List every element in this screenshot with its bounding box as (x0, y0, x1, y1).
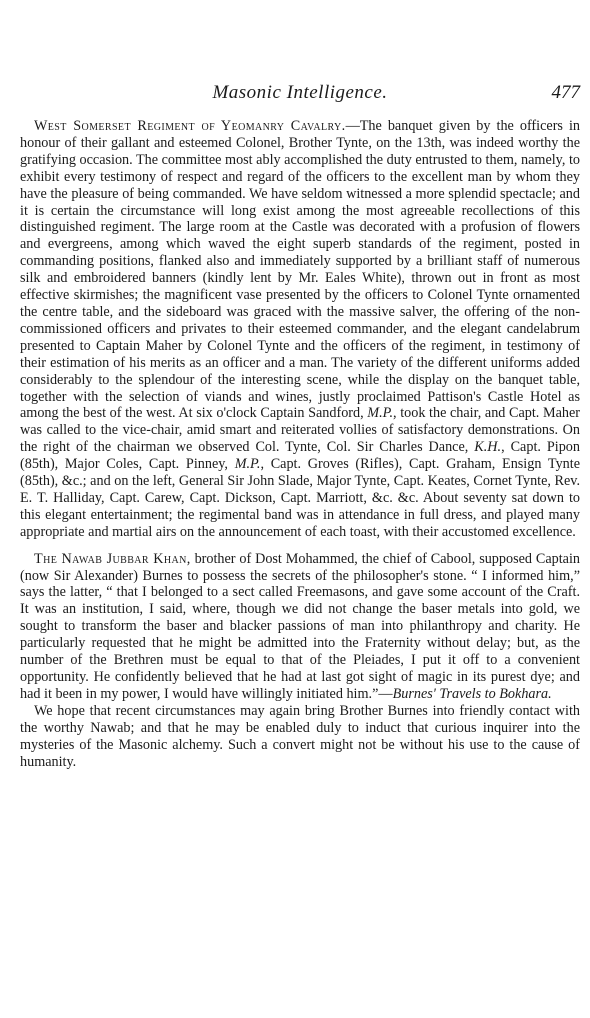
running-title: Masonic Intelligence. (212, 82, 388, 103)
article-yeomanry-banquet (20, 118, 580, 541)
postnominal: M.P. (234, 456, 261, 473)
article-heading: West Somerset Regiment of Yeomanry Cavalry. (34, 118, 346, 134)
body-text: , took the chair, and Capt. Maher was called to the vice-chair, amid smart and reiterated vollies of satisfactory demonstrations. On the right of the chairman we observed Col. Tynte, Col. Sir Charles Dance, (20, 405, 580, 456)
page (20, 82, 580, 770)
body-text: , Capt. Groves (Rifles), Capt. Graham, Ensign Tynte (85th), &c.; and on the left, General Sir John Slade, Major Tynte, Capt. Keates, Cornet Tynte, Rev. E. T. Halliday, Capt. Carew, Capt. Dickson, Capt. Marriott, &c. &c. About seventy sat down to this elegant entertainment; the regimental band was in attendance in full dress, and played many appropriate and martial airs on the announcement of each toast, with their accustomed excellence. (20, 456, 580, 540)
body-text: , Capt. Pipon (85th), Major Coles, Capt. Pinney, (20, 439, 580, 473)
article-heading: The Nawab Jubbar Khan, (34, 550, 191, 567)
body-text: —The banquet given by the officers in honour of their gallant and esteemed Colonel, Brother Tynte, on the 13th, was indeed worthy the gratifying occasion. The committee most ably accomplished the duty entrusted to them, namely, to exhibit every testimony of respect and regard of the officers to the excellent man by whom they have the pleasure of being commanded. We have seldom witnessed a more splendid spectacle; and it is certain the circumstance will long exist among the most agreeable recollections of this distinguished regiment. The large room at the Castle was decorated with a profusion of flowers and evergreens, among which waved the eight superb standards of the regiment, posted in commanding positions, flanked also and immediately supported by a brilliant staff of numerous silk and embroidered banners (kindly lent by Mr. Eales White), thrown out in front as most effective skirmishes; the magnificent vase presented by the officers to Colonel Tynte ornamented the centre table, and the sideboard was graced with the massive salver, the offering of the non-commissioned officers and privates to their esteemed commander, and the elegant candelabrum presented to Captain Maher by Colonel Tynte and the officers of the regiment, in testimony of their estimation of his merits as an officer and a man. The variety of the different uniforms added considerably to the splendour of the interesting scene, while the display on the banquet table, together with the selection of viands and wines, justly proclaimed Pattison's Castle Hotel as among the best of the west. At six o'clock Captain Sandford, (20, 118, 580, 422)
page-header (20, 82, 580, 110)
postnominal: K.H. (474, 439, 502, 456)
citation: Burnes' Travels to Bokhara. (392, 685, 552, 702)
article-nawab (20, 551, 580, 703)
postnominal: M.P. (367, 405, 394, 422)
article-closing: We hope that recent circumstances may again bring Brother Burnes into friendly contact with the worthy Nawab; and that he may be enabled duly to induct that curious inquirer into the mysteries of the Masonic alchemy. Such a convert might not be without his use to the cause of humanity. (20, 702, 580, 770)
body-text: brother of Dost Mohammed, the chief of Cabool, supposed Captain (now Sir Alexander) Burnes to possess the secrets of the philosopher's stone. “ I informed him,” says the latter, “ that I belonged to a sect called Freemasons, and gave some account of the Craft. It was an institution, I said, where, though we did not change the baser metals into gold, we sought to transform the baser and blacker passions of man into philanthropy and charity. He particularly requested that he might be admitted into the Fraternity without delay; but, as the number of the Brethren must be equal to that of the Pleiades, I put it off to a convenient opportunity. He confidently believed that he had at last got sight of magic in its purest dye; and had it been in my power, I would have willingly initiated him.”— (20, 550, 580, 702)
page-number: 477 (551, 82, 580, 103)
